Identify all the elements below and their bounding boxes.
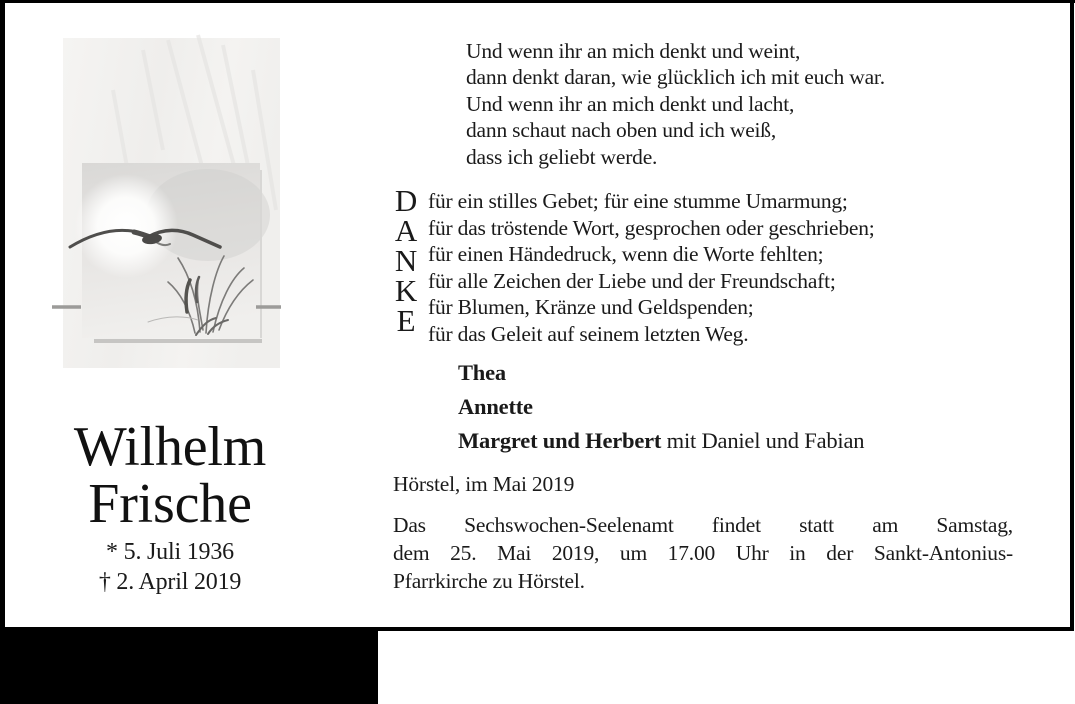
thanks-line: für das tröstende Wort, gesprochen oder geschrieben;: [428, 215, 875, 240]
announcement-line: Das Sechswochen-Seelenamt findet statt am Samstag,: [393, 513, 1013, 537]
frame-rule-right: [1070, 0, 1074, 631]
mourner-name: Thea: [458, 360, 506, 385]
mourner-name: Annette: [458, 394, 533, 419]
announcement-line: dem 25. Mai 2019, um 17.00 Uhr in der Sankt-Antonius-: [393, 540, 1013, 565]
announcement-line: Pfarrkirche zu Hörstel.: [393, 568, 585, 593]
thanks-line: für ein stilles Gebet; für eine stumme Umarmung;: [428, 189, 848, 213]
service-announcement: [393, 512, 1013, 595]
poem-line: dann schaut nach oben und ich weiß,: [466, 118, 777, 143]
danke-section: [393, 183, 875, 348]
mourner-name: Margret und Herbert: [458, 428, 662, 453]
poem-line: dann denkt daran, wie glücklich ich mit euch war.: [466, 65, 885, 90]
mourner-row: [458, 356, 864, 390]
thanks-line: für das Geleit auf seinem letzten Weg.: [428, 321, 749, 346]
birth-date: * 5. Juli 1936: [106, 539, 234, 565]
frame-rule-top: [0, 0, 1075, 3]
deceased-first-name: Wilhelm: [73, 416, 267, 478]
place-date-line: Hörstel, im Mai 2019: [393, 472, 575, 496]
thanks-line: für Blumen, Kränze und Geldspenden;: [428, 295, 754, 320]
poem-line: dass ich geliebt werde.: [466, 144, 658, 169]
life-dates: [40, 538, 300, 597]
danke-acrostic: [393, 183, 419, 338]
frame-rule-left: [0, 0, 5, 704]
danke-letter: K: [394, 272, 418, 308]
memorial-artwork: [48, 30, 288, 375]
mourner-suffix: mit Daniel und Fabian: [661, 428, 865, 453]
danke-letter: D: [394, 183, 418, 218]
mourners-list: [458, 356, 864, 458]
danke-letter: N: [394, 242, 418, 278]
danke-letter: E: [396, 302, 416, 338]
memorial-poem: [466, 38, 885, 170]
poem-line: Und wenn ihr an mich denkt und lacht,: [466, 91, 795, 116]
death-date: † 2. April 2019: [98, 568, 242, 595]
mourner-row: [458, 390, 864, 424]
redacted-block: [0, 627, 378, 704]
thanks-list: [428, 188, 875, 348]
poem-line: Und wenn ihr an mich denkt und weint,: [466, 39, 801, 63]
danke-letter: A: [394, 212, 418, 248]
thanks-line: für alle Zeichen der Liebe und der Freundschaft;: [428, 268, 836, 293]
deceased-name: [40, 416, 300, 535]
mourner-row: [458, 424, 864, 458]
deceased-last-name: Frische: [88, 473, 252, 535]
sun-icon: [74, 174, 178, 278]
thanks-line: für einen Händedruck, wenn die Worte fehlten;: [428, 242, 824, 267]
